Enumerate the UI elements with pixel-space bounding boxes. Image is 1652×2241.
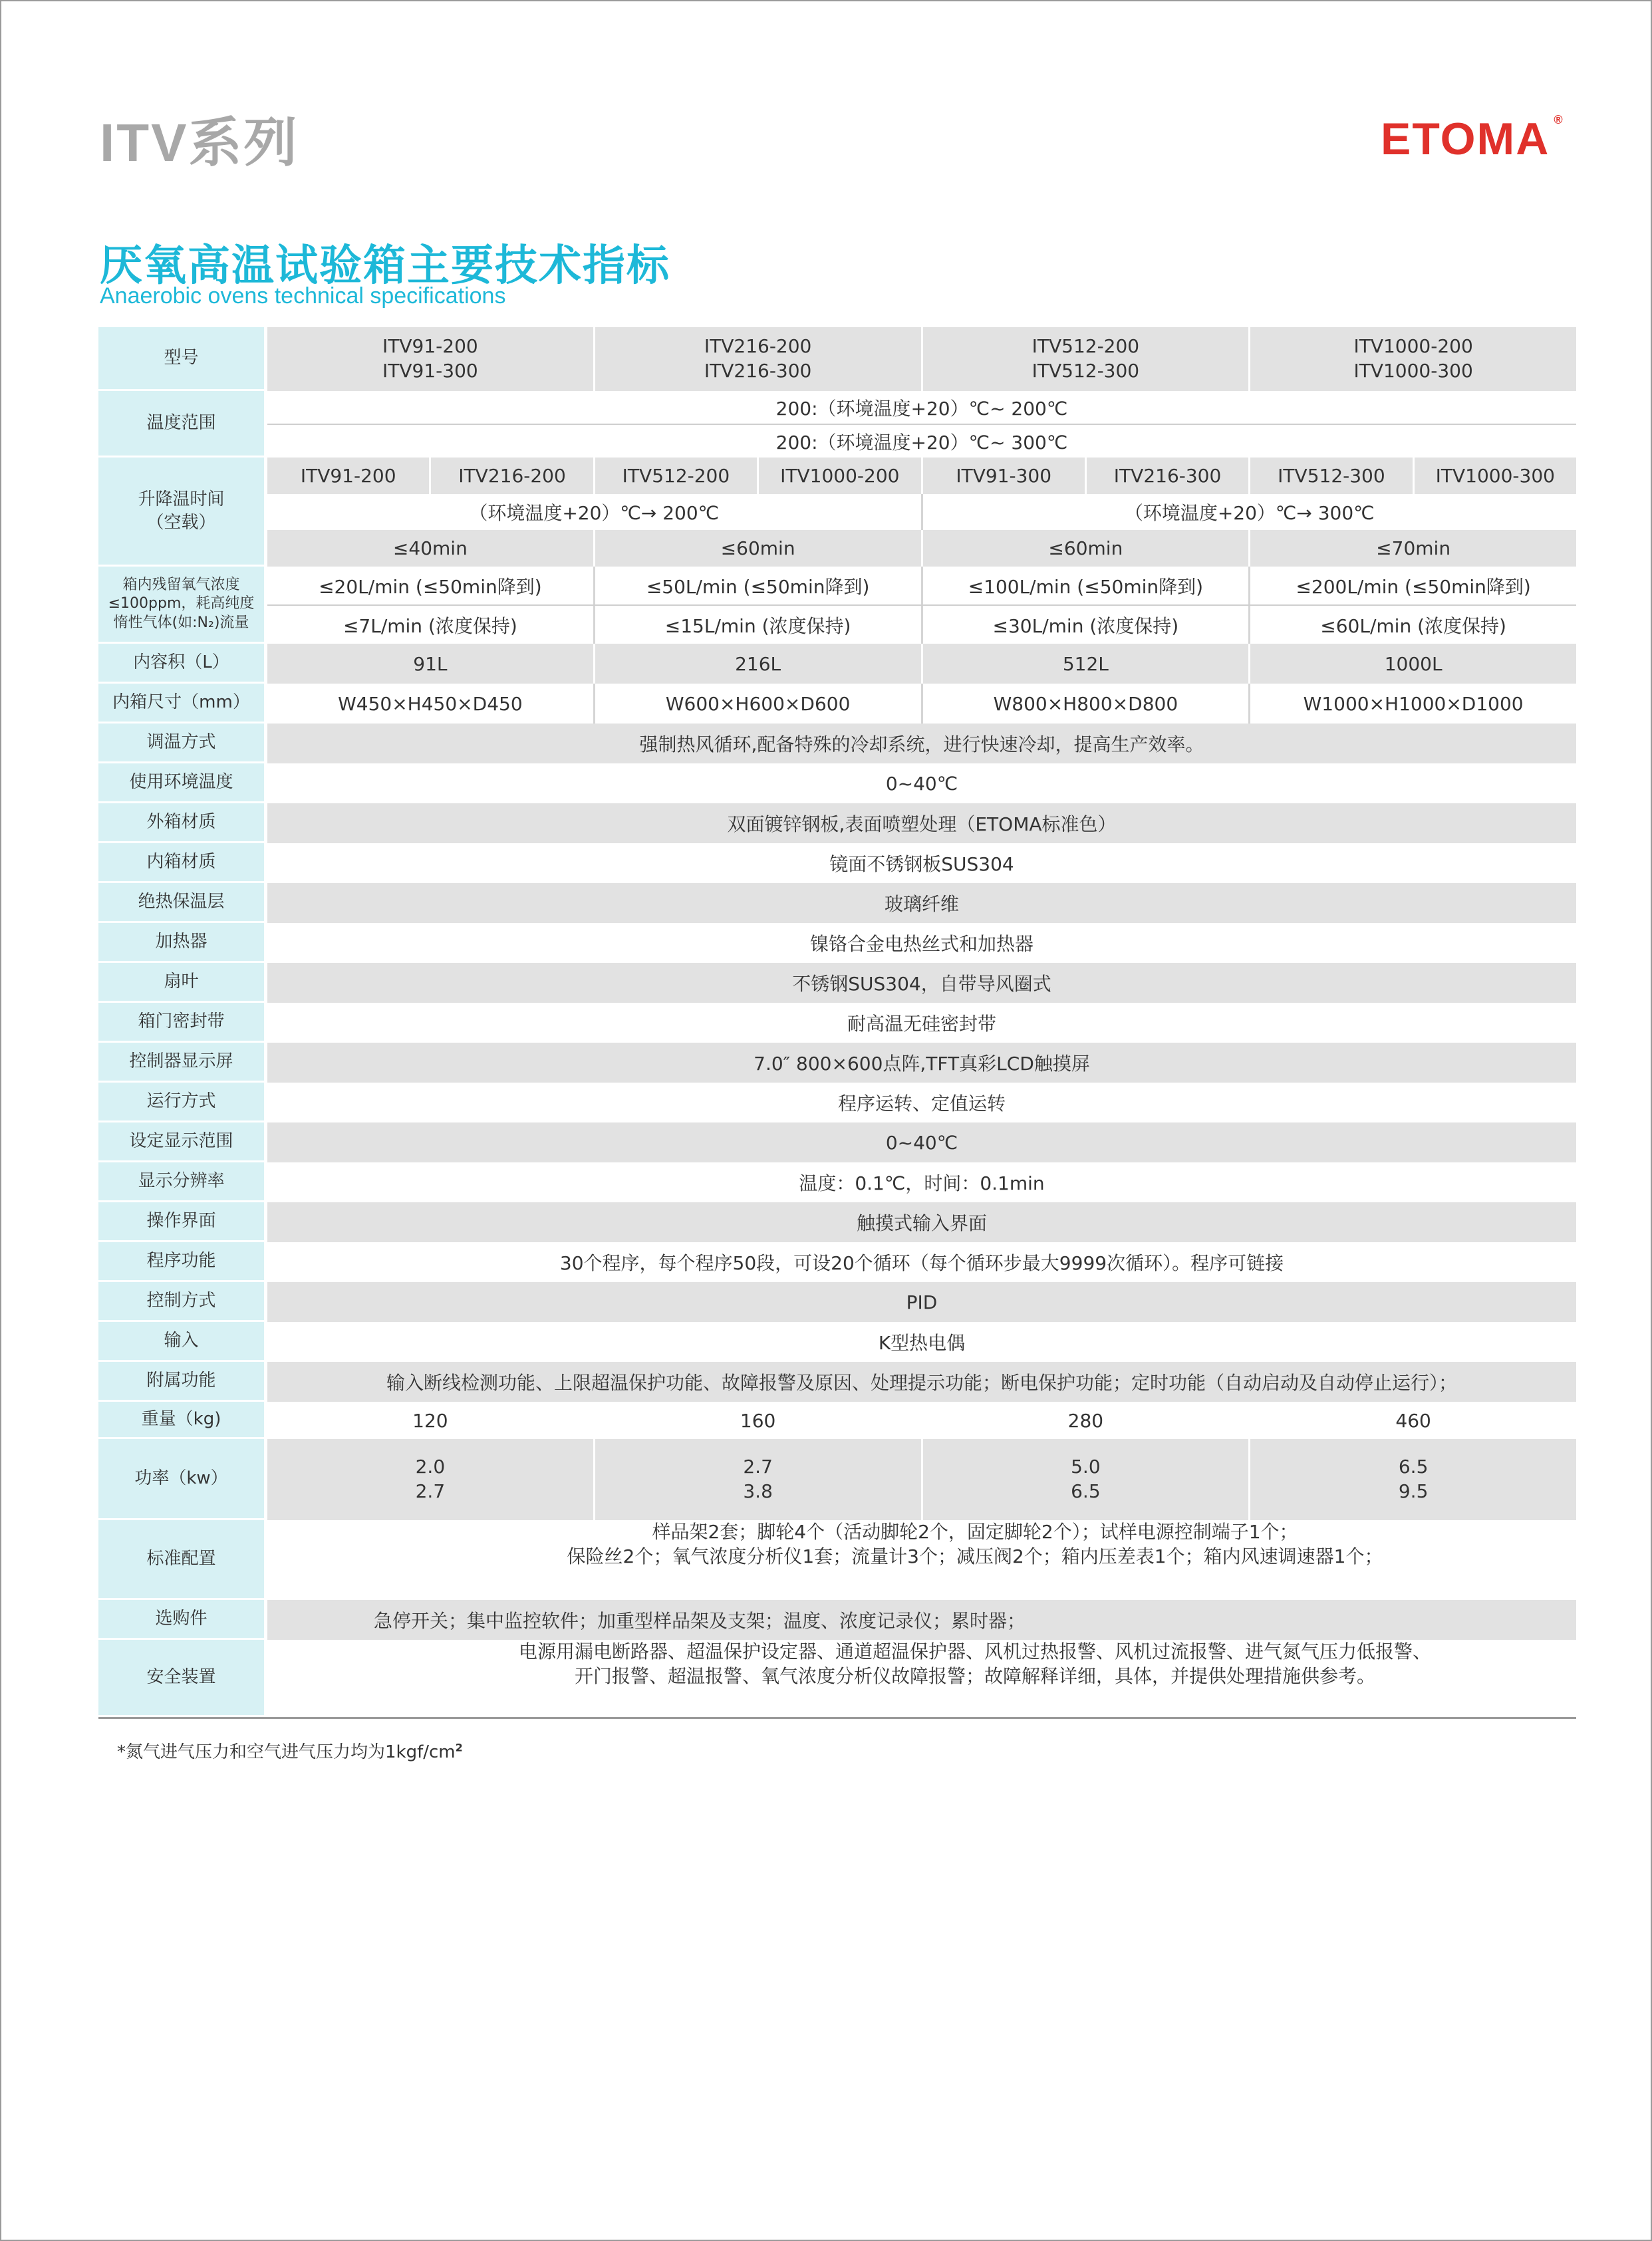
row-heater bbox=[98, 923, 1576, 963]
row-label: 箱门密封带 bbox=[98, 1003, 267, 1043]
ramp-time: ≤40min bbox=[267, 530, 595, 567]
row-label: 功率（kw） bbox=[98, 1439, 267, 1520]
row-label: 加热器 bbox=[98, 923, 267, 963]
row-label: 箱内残留氧气浓度 ≤100ppm，耗高纯度 惰性气体(如:N₂)流量 bbox=[98, 567, 267, 644]
power-value: 2.0 2.7 bbox=[267, 1439, 595, 1520]
row-value: 镍铬合金电热丝式和加热器 bbox=[267, 923, 1576, 963]
row-run-mode bbox=[98, 1083, 1576, 1122]
row-value: 0~40℃ bbox=[267, 763, 1576, 803]
optional-text: 急停开关；集中监控软件；加重型样品架及支架；温度、浓度记录仪；累时器； bbox=[267, 1600, 1576, 1640]
ramp-range: （环境温度+20）℃→ 300℃ bbox=[923, 494, 1577, 531]
row-program bbox=[98, 1242, 1576, 1282]
oxygen-hold: ≤15L/min (浓度保持) bbox=[595, 606, 923, 644]
oxygen-hold: ≤30L/min (浓度保持) bbox=[923, 606, 1251, 644]
row-label: 程序功能 bbox=[98, 1242, 267, 1282]
row-inner-material bbox=[98, 843, 1576, 883]
volume-value: 91L bbox=[267, 644, 595, 684]
footnote: *氮气进气压力和空气进气压力均为$1kgf/cm^2$ bbox=[117, 1741, 463, 1762]
row-label: 操作界面 bbox=[98, 1202, 267, 1242]
page-subtitle: Anaerobic ovens technical specifications bbox=[100, 283, 506, 309]
ramp-model: ITV1000-300 bbox=[1415, 458, 1576, 494]
row-value: 0~40℃ bbox=[267, 1122, 1576, 1162]
row-volume bbox=[98, 644, 1576, 684]
power-value: 6.5 9.5 bbox=[1250, 1439, 1576, 1520]
row-label: 内容积（L） bbox=[98, 644, 267, 684]
row-ambient-temp bbox=[98, 763, 1576, 803]
row-display bbox=[98, 1043, 1576, 1083]
safety-text: 电源用漏电断路器、超温保护设定器、通道超温保护器、风机过热报警、风机过流报警、进气氮气压力低报警、 开门报警、超温报警、氧气浓度分析仪故障报警；故障解释详细，具体，并提供处理措施供参考。 bbox=[267, 1640, 1576, 1717]
ramp-model: ITV216-300 bbox=[1087, 458, 1250, 494]
ramp-model: ITV1000-200 bbox=[759, 458, 922, 494]
row-fan bbox=[98, 963, 1576, 1003]
row-label: 重量（kg) bbox=[98, 1402, 267, 1439]
power-value: 2.7 3.8 bbox=[595, 1439, 923, 1520]
spec-table bbox=[98, 327, 1576, 1719]
row-label: 控制方式 bbox=[98, 1282, 267, 1322]
model-cell: ITV216-200 ITV216-300 bbox=[595, 327, 923, 391]
temp-range-line: 200:（环境温度+20）℃~ 200℃ bbox=[267, 391, 1576, 424]
row-label: 安全装置 bbox=[98, 1640, 267, 1717]
row-label: 选购件 bbox=[98, 1600, 267, 1640]
row-label: 控制器显示屏 bbox=[98, 1043, 267, 1083]
row-value: 强制热风循环,配备特殊的冷却系统，进行快速冷却，提高生产效率。 bbox=[267, 724, 1576, 763]
series-title: ITV系列 bbox=[100, 113, 299, 172]
row-display-range bbox=[98, 1122, 1576, 1162]
ramp-time: ≤70min bbox=[1250, 530, 1576, 567]
row-label: 输入 bbox=[98, 1322, 267, 1362]
brand-logo bbox=[1381, 113, 1564, 165]
row-value: 触摸式输入界面 bbox=[267, 1202, 1576, 1242]
volume-value: 216L bbox=[595, 644, 923, 684]
weight-value: 280 bbox=[923, 1402, 1251, 1439]
row-label: 外箱材质 bbox=[98, 803, 267, 843]
row-label: 运行方式 bbox=[98, 1083, 267, 1122]
row-label: 使用环境温度 bbox=[98, 763, 267, 803]
row-value: K型热电偶 bbox=[267, 1322, 1576, 1362]
row-control-mode bbox=[98, 1282, 1576, 1322]
size-value: W800×H800×D800 bbox=[923, 684, 1251, 724]
row-interface bbox=[98, 1202, 1576, 1242]
row-label: 显示分辨率 bbox=[98, 1162, 267, 1202]
ramp-model: ITV91-200 bbox=[267, 458, 431, 494]
volume-value: 512L bbox=[923, 644, 1251, 684]
row-label: 调温方式 bbox=[98, 724, 267, 763]
model-cell: ITV91-200 ITV91-300 bbox=[267, 327, 595, 391]
row-resolution bbox=[98, 1162, 1576, 1202]
power-value: 5.0 6.5 bbox=[923, 1439, 1251, 1520]
row-label: 标准配置 bbox=[98, 1520, 267, 1600]
row-value: 不锈钢SUS304，自带导风圈式 bbox=[267, 963, 1576, 1003]
ramp-model: ITV216-200 bbox=[431, 458, 595, 494]
row-value: 程序运转、定值运转 bbox=[267, 1083, 1576, 1122]
row-outer-material bbox=[98, 803, 1576, 843]
weight-value: 460 bbox=[1250, 1402, 1576, 1439]
row-label: 内箱尺寸（mm） bbox=[98, 684, 267, 724]
row-value: 耐高温无硅密封带 bbox=[267, 1003, 1576, 1043]
oxygen-flow: ≤50L/min (≤50min降到) bbox=[595, 567, 923, 604]
oxygen-flow: ≤100L/min (≤50min降到) bbox=[923, 567, 1251, 604]
row-label: 温度范围 bbox=[98, 391, 267, 458]
row-label: 升降温时间 （空载） bbox=[98, 458, 267, 567]
row-temp-range bbox=[98, 391, 1576, 458]
row-model bbox=[98, 327, 1576, 391]
row-value: 镜面不锈钢板SUS304 bbox=[267, 843, 1576, 883]
row-label: 扇叶 bbox=[98, 963, 267, 1003]
row-value: PID bbox=[267, 1282, 1576, 1322]
row-label: 绝热保温层 bbox=[98, 883, 267, 923]
ramp-model: ITV512-200 bbox=[595, 458, 759, 494]
row-temp-control bbox=[98, 724, 1576, 763]
size-value: W450×H450×D450 bbox=[267, 684, 595, 724]
oxygen-hold: ≤60L/min (浓度保持) bbox=[1250, 606, 1576, 644]
ramp-time: ≤60min bbox=[595, 530, 923, 567]
oxygen-flow: ≤20L/min (≤50min降到) bbox=[267, 567, 595, 604]
page-title: 厌氧高温试验箱主要技术指标 bbox=[100, 241, 670, 291]
weight-value: 160 bbox=[595, 1402, 923, 1439]
row-label: 附属功能 bbox=[98, 1362, 267, 1402]
standard-config-text: 样品架2套；脚轮4个（活动脚轮2个，固定脚轮2个）；试样电源控制端子1个； 保险丝2个；氧气浓度分析仪1套；流量计3个；减压阀2个；箱内压差表1个；箱内风速调速器1个； bbox=[267, 1520, 1576, 1600]
row-value: 双面镀锌钢板,表面喷塑处理（ETOMA标准色） bbox=[267, 803, 1576, 843]
brand-name: ETOMA bbox=[1381, 114, 1550, 164]
model-cell: ITV1000-200 ITV1000-300 bbox=[1250, 327, 1576, 391]
weight-value: 120 bbox=[267, 1402, 595, 1439]
row-input bbox=[98, 1322, 1576, 1362]
row-insulation bbox=[98, 883, 1576, 923]
row-safety bbox=[98, 1640, 1576, 1717]
row-inner-size bbox=[98, 684, 1576, 724]
row-label: 内箱材质 bbox=[98, 843, 267, 883]
size-value: W1000×H1000×D1000 bbox=[1250, 684, 1576, 724]
row-value: 30个程序，每个程序50段，可设20个循环（每个循环步最大9999次循环）。程序可链接 bbox=[267, 1242, 1576, 1282]
temp-range-line: 200:（环境温度+20）℃~ 300℃ bbox=[267, 425, 1576, 458]
row-label: 型号 bbox=[98, 327, 267, 391]
row-door-seal bbox=[98, 1003, 1576, 1043]
row-ramp-time bbox=[98, 458, 1576, 567]
volume-value: 1000L bbox=[1250, 644, 1576, 684]
row-value: 温度：0.1℃，时间：0.1min bbox=[267, 1162, 1576, 1202]
ramp-range: （环境温度+20）℃→ 200℃ bbox=[267, 494, 923, 531]
row-optional bbox=[98, 1600, 1576, 1640]
oxygen-flow: ≤200L/min (≤50min降到) bbox=[1250, 567, 1576, 604]
row-value: 7.0″ 800×600点阵,TFT真彩LCD触摸屏 bbox=[267, 1043, 1576, 1083]
row-standard-config bbox=[98, 1520, 1576, 1600]
ramp-model: ITV512-300 bbox=[1250, 458, 1414, 494]
ramp-time: ≤60min bbox=[923, 530, 1251, 567]
row-power bbox=[98, 1439, 1576, 1520]
row-value: 玻璃纤维 bbox=[267, 883, 1576, 923]
model-cell: ITV512-200 ITV512-300 bbox=[923, 327, 1251, 391]
row-oxygen bbox=[98, 567, 1576, 644]
row-label: 设定显示范围 bbox=[98, 1122, 267, 1162]
row-value: 输入断线检测功能、上限超温保护功能、故障报警及原因、处理提示功能；断电保护功能；定时功能（自动启动及自动停止运行）； bbox=[267, 1362, 1576, 1402]
ramp-model: ITV91-300 bbox=[923, 458, 1087, 494]
registered-mark: ® bbox=[1554, 113, 1564, 126]
row-accessory-functions bbox=[98, 1362, 1576, 1402]
row-weight bbox=[98, 1402, 1576, 1439]
oxygen-hold: ≤7L/min (浓度保持) bbox=[267, 606, 595, 644]
size-value: W600×H600×D600 bbox=[595, 684, 923, 724]
